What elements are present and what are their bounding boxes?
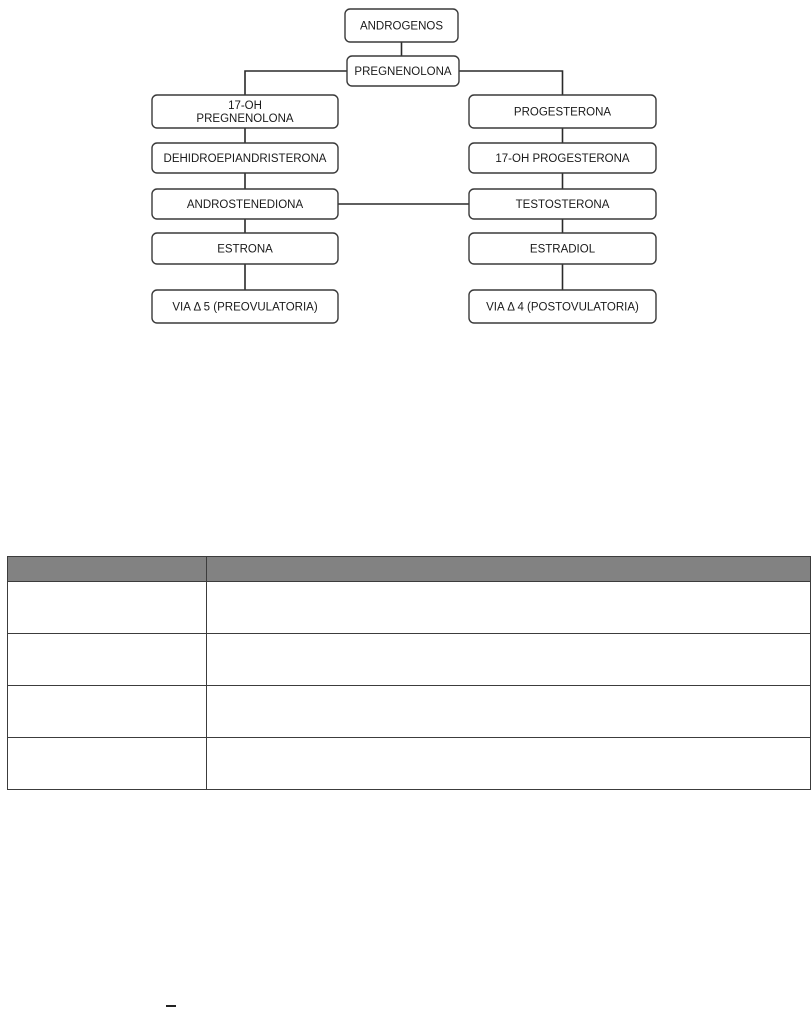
node-label: TESTOSTERONA (515, 199, 610, 212)
node-label: PREGNENOLONA (354, 66, 452, 79)
node-label: 17-OH (228, 100, 262, 113)
node-label: 17-OH PROGESTERONA (495, 153, 630, 166)
node-dehidroepiandristerona (152, 143, 338, 173)
node-via-delta5 (152, 290, 338, 323)
table-header-cell (8, 557, 207, 582)
table-row (8, 738, 811, 790)
table-cell (207, 686, 811, 738)
stray-mark (166, 1005, 176, 1007)
node-estrona (152, 233, 338, 264)
node-label: VIA Δ 4 (POSTOVULATORIA) (486, 301, 639, 314)
node-label: ANDROGENOS (359, 20, 444, 33)
node-label: DEHIDROEPIANDRISTERONA (163, 153, 327, 166)
table-cell (8, 738, 207, 790)
node-label: PROGESTERONA (513, 106, 612, 119)
table-cell (8, 686, 207, 738)
node-label: ESTRADIOL (529, 243, 596, 256)
table-row (8, 634, 811, 686)
node-label: ANDROSTENEDIONA (186, 199, 304, 212)
node-androstenediona (152, 189, 338, 219)
node-testosterona (469, 189, 656, 219)
table-header-row (8, 557, 811, 582)
table-cell (207, 738, 811, 790)
node-via-delta4 (469, 290, 656, 323)
node-oh17-pregnenolona (152, 95, 338, 128)
hormone-pathway-diagram (0, 0, 811, 340)
node-progesterona (469, 95, 656, 128)
connector-pregnenolona-to-oh17-pregnenolona (245, 71, 347, 95)
table-cell (207, 582, 811, 634)
table-cell (8, 634, 207, 686)
node-label: VIA Δ 5 (PREOVULATORIA) (172, 301, 318, 314)
connector-pregnenolona-to-progesterona (459, 71, 563, 95)
node-pregnenolona (347, 56, 459, 86)
empty-table (7, 556, 811, 790)
node-label: ESTRONA (217, 243, 273, 256)
table-row (8, 686, 811, 738)
table-row (8, 582, 811, 634)
node-label: PREGNENOLONA (196, 113, 294, 126)
node-androgenos (345, 9, 458, 42)
table-header-cell (207, 557, 811, 582)
table-cell (8, 582, 207, 634)
node-oh17-progesterona (469, 143, 656, 173)
node-estradiol (469, 233, 656, 264)
table-cell (207, 634, 811, 686)
